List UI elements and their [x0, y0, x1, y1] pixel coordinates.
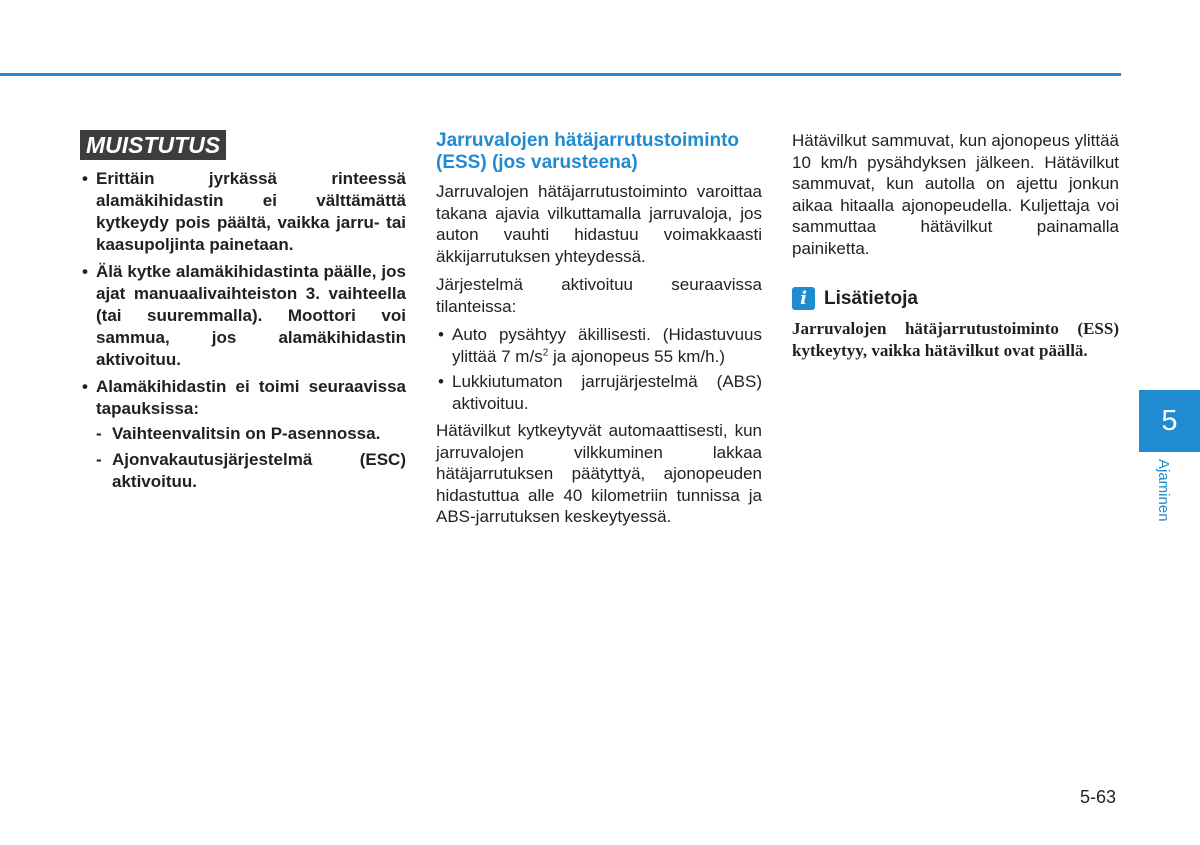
bullet-icon: • [82, 169, 88, 188]
bullet-icon: • [438, 372, 444, 391]
notice-item-text: Erittäin jyrkässä rinteessä alamäkihidastin ei välttämättä kytkeydy pois päältä, vaikka jarru- tai kaasupoljinta painetaan. [96, 169, 406, 254]
dash-icon: - [96, 450, 102, 469]
notice-subitem [96, 449, 406, 493]
activation-item-text: Auto pysähtyy äkillisesti. (Hidastuvuus ylittää 7 m/s [452, 325, 762, 366]
hazard-off-paragraph: Hätävilkut sammuvat, kun ajonopeus ylittää 10 km/h pysähdyksen jälkeen. Hätävilkut sammuvat, kun autolla on ajettu jonkun aikaa hitaalla ajonopeudella. Kuljettaja voi sammuttaa hätävilkut painamalla painiketta. [792, 131, 1119, 258]
dash-icon: - [96, 424, 102, 443]
notice-column [80, 130, 406, 498]
activation-item-text-end: ja ajonopeus 55 km/h.) [548, 346, 725, 366]
ess-intro: Jarruvalojen hätäjarrutustoiminto varoittaa takana ajavia vilkuttamalla jarruvaloja, jos auton vauhti hidastuu voimakkaasti äkkijarrutuksen yhteydessä. [436, 182, 762, 266]
notice-subitem-text: Ajonvakautusjärjestelmä (ESC) aktivoituu. [112, 450, 406, 491]
chapter-label: Ajaminen [1155, 459, 1172, 522]
notice-badge: MUISTUTUS [80, 130, 226, 160]
info-title: Lisätietoja [824, 288, 918, 309]
superscript: 2 [542, 346, 549, 358]
info-icon: i [792, 287, 815, 310]
notice-item [80, 261, 406, 371]
activation-item-text: Lukkiutumaton jarrujärjestelmä (ABS) aktivoituu. [452, 372, 762, 413]
continued-column [792, 130, 1119, 361]
bullet-icon: • [438, 325, 444, 344]
notice-sublist [96, 423, 406, 493]
ess-column [436, 130, 762, 535]
notice-item-text: Älä kytke alamäkihidastinta päälle, jos ajat manuaalivaihteiston 3. vaihteella (tai suuremmalla). Moottori voi sammua, jos alamäkihidastin aktivoituu. [96, 262, 406, 369]
notice-item [80, 168, 406, 256]
hazard-paragraph: Hätävilkut kytkeytyvät automaattisesti, kun jarruvalojen vilkkuminen lakkaa hätäjarrutuksen päätyttyä, ajonopeuden hidastuttua alle 40 kilometriin tunnissa ja ABS-jarrutuksen keskeytyessä. [436, 421, 762, 526]
notice-subitem [96, 423, 406, 445]
info-text: Jarruvalojen hätäjarrutustoiminto (ESS) kytkeytyy, vaikka hätävilkut ovat päällä. [792, 319, 1119, 360]
header-rule [0, 73, 1121, 76]
notice-subitem-text: Vaihteenvalitsin on P-asennossa. [112, 424, 381, 443]
notice-list [80, 168, 406, 493]
info-header [792, 287, 1119, 310]
ess-activation: Järjestelmä aktivoituu seuraavissa tilanteissa: [436, 275, 762, 316]
activation-item [436, 371, 762, 414]
activation-item [436, 324, 762, 367]
notice-item [80, 376, 406, 493]
notice-item-text: Alamäkihidastin ei toimi seuraavissa tapauksissa: [96, 377, 406, 418]
chapter-tab: 5 [1139, 390, 1200, 452]
activation-list [436, 324, 762, 414]
section-heading: Jarruvalojen hätäjarrutustoiminto (ESS) (jos varusteena) [436, 130, 740, 173]
bullet-icon: • [82, 262, 88, 281]
bullet-icon: • [82, 377, 88, 396]
page-number: 5-63 [1080, 787, 1117, 807]
